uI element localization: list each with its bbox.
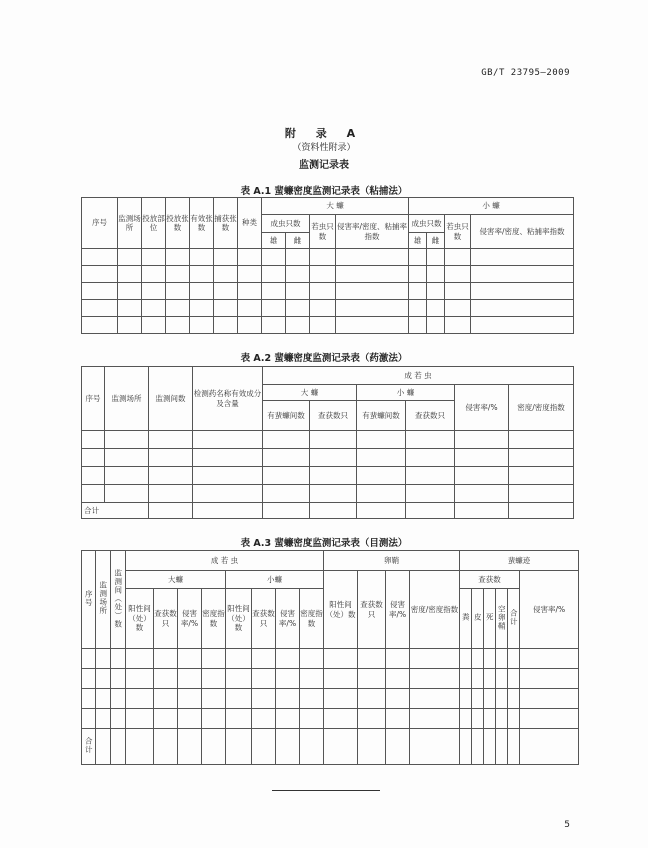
t3-density-small-header: 密度指数 xyxy=(300,589,324,649)
t3-dead-header: 死 xyxy=(484,589,496,649)
table-total-row xyxy=(82,503,574,519)
t1-valid-header: 有效张数 xyxy=(190,198,214,249)
t3-feces-header: 粪 xyxy=(460,589,472,649)
t3-small-header: 小蠊 xyxy=(226,571,324,589)
table-row xyxy=(82,300,574,317)
table-a1 xyxy=(81,197,574,334)
table-row xyxy=(82,266,574,283)
t2-seq-header: 序号 xyxy=(82,367,105,431)
table-row xyxy=(82,283,574,300)
t1-site-header: 监测场所 xyxy=(118,198,142,249)
table-row xyxy=(82,317,574,334)
table-row xyxy=(82,467,574,485)
t2-rooms-header: 监测间数 xyxy=(149,367,193,431)
table-row xyxy=(82,689,579,709)
t3-subtotal-header: 合计 xyxy=(508,589,520,649)
t3-large-header: 大蠊 xyxy=(126,571,226,589)
t1-nymph-small-header: 若虫只数 xyxy=(445,215,471,249)
t3-skin-header: 皮 xyxy=(472,589,484,649)
appendix-subtitle: （资料性附录） xyxy=(292,143,356,153)
standard-number: GB/T 23795—2009 xyxy=(481,68,570,78)
end-rule xyxy=(272,790,380,791)
table-a1-caption: 表 A.1 蜚蠊密度监测记录表（粘捕法） xyxy=(240,186,408,197)
t1-species-header: 种类 xyxy=(238,198,262,249)
t2-large-header: 大 蠊 xyxy=(263,385,357,401)
table-row xyxy=(82,709,579,729)
t3-rooms-header: 监测间（处）数 xyxy=(111,551,126,649)
t1-male-header: 雄 xyxy=(262,233,286,249)
t3-infest-eggs-header: 侵害率/% xyxy=(386,571,410,649)
t1-nymph-header: 若虫只数 xyxy=(310,215,336,249)
table-a3-caption: 表 A.3 蜚蠊密度监测记录表（目测法） xyxy=(240,538,408,549)
t3-found-header: 查获数 xyxy=(460,571,520,589)
t3-site-header: 监测场所 xyxy=(96,551,111,649)
t2-site-header: 监测场所 xyxy=(105,367,149,431)
t3-pos-eggs-header: 阳性间（处）数 xyxy=(324,571,358,649)
table-a2 xyxy=(81,366,574,519)
table-row xyxy=(82,485,574,503)
t2-adult-header: 成 若 虫 xyxy=(263,367,574,385)
t3-adult-header: 成 若 虫 xyxy=(126,551,324,571)
t2-count-small-header: 查获数只 xyxy=(406,401,455,431)
t1-index-header: 侵害率/密度、粘捕率指数 xyxy=(336,215,409,249)
t3-pos-small-header: 阳性间（处）数 xyxy=(226,589,252,649)
t1-adults-header: 成虫只数 xyxy=(262,215,310,233)
t1-female-header: 雌 xyxy=(286,233,310,249)
table-row xyxy=(82,431,574,449)
t1-placed-header: 投放张数 xyxy=(166,198,190,249)
t1-caught-header: 捕获张数 xyxy=(214,198,238,249)
t3-seq-header: 序号 xyxy=(82,551,96,649)
appendix-title: 附 录 A xyxy=(284,127,364,140)
t3-infest-traces-header: 侵害率/% xyxy=(520,571,579,649)
t3-infest-header: 侵害率/% xyxy=(178,589,202,649)
t2-rooms-with-header: 有蜚蠊间数 xyxy=(263,401,310,431)
t3-shell-header: 空卵鞘 xyxy=(496,589,508,649)
t1-female-small-header: 雌 xyxy=(427,233,445,249)
t1-male-small-header: 雄 xyxy=(409,233,427,249)
t3-eggs-header: 卵鞘 xyxy=(324,551,460,571)
t3-pos-header: 阳性间（处）数 xyxy=(126,589,154,649)
t2-small-header: 小 蠊 xyxy=(357,385,455,401)
table-a2-caption: 表 A.2 蜚蠊密度监测记录表（药激法） xyxy=(240,353,408,364)
t3-count-eggs-header: 查获数只 xyxy=(358,571,386,649)
t1-location-header: 投放部位 xyxy=(142,198,166,249)
t2-total-label: 合计 xyxy=(82,503,149,519)
t1-adults-small-header: 成虫只数 xyxy=(409,215,445,233)
t3-total-label: 合计 xyxy=(82,729,96,765)
t2-count-header: 查获数只 xyxy=(310,401,357,431)
t3-traces-header: 蜚蠊迹 xyxy=(460,551,579,571)
t1-small-header: 小 蠊 xyxy=(409,198,574,215)
t3-infest-small-header: 侵害率/% xyxy=(276,589,300,649)
appendix-heading: 监测记录表 xyxy=(299,160,349,171)
table-row xyxy=(82,649,579,669)
table-row xyxy=(82,249,574,266)
t2-infest-header: 侵害率/% xyxy=(455,385,509,431)
t1-seq-header: 序号 xyxy=(82,198,118,249)
page-number: 5 xyxy=(564,820,570,830)
t2-rooms-with-small-header: 有蜚蠊间数 xyxy=(357,401,406,431)
table-a3 xyxy=(81,550,579,765)
t3-density-eggs-header: 密度/密度指数 xyxy=(410,571,460,649)
t3-count-small-header: 查获数只 xyxy=(252,589,276,649)
t2-density-header: 密度/密度指数 xyxy=(509,385,574,431)
table-total-row xyxy=(82,729,579,765)
t3-density-header: 密度指数 xyxy=(202,589,226,649)
table-row xyxy=(82,669,579,689)
t2-agent-header: 检测药名称有效成分及含量 xyxy=(193,367,263,431)
table-row xyxy=(82,449,574,467)
t1-index-small-header: 侵害率/密度、粘捕率指数 xyxy=(471,215,574,249)
t3-count-header: 查获数只 xyxy=(154,589,178,649)
t1-large-header: 大 蠊 xyxy=(262,198,409,215)
